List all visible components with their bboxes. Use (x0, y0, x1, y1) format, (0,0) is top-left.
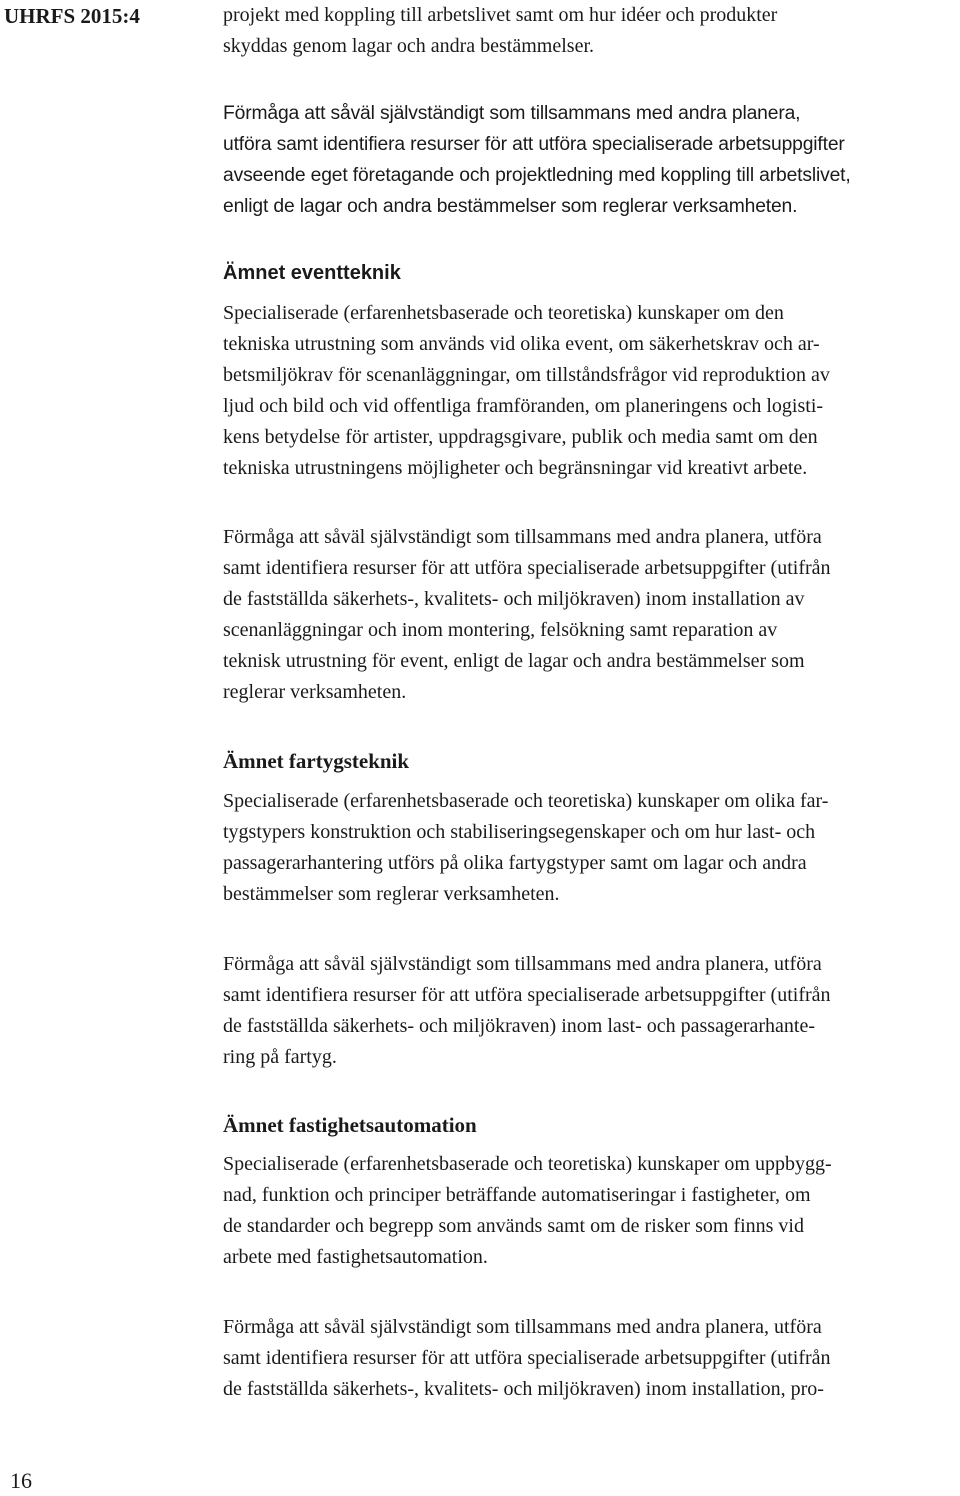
text-line: Specialiserade (erfarenhetsbaserade och teoretiska) kunskaper om uppbygg- (223, 1153, 832, 1175)
heading-eventteknik: Ämnet eventteknik (223, 262, 401, 284)
text-line: Förmåga att såväl självständigt som tillsammans med andra planera, utföra (223, 1316, 822, 1338)
series-label: UHRFS 2015:4 (4, 4, 140, 28)
intro-paragraph (223, 0, 958, 62)
text-line: utföra samt identifiera resurser för att utföra specialiserade arbetsuppgifter (223, 134, 845, 155)
page-number: 16 (10, 1468, 32, 1493)
ability-paragraph-fartygsteknik (223, 949, 958, 1073)
text-line: skyddas genom lagar och andra bestämmelser. (223, 35, 594, 57)
text-line: ljud och bild och vid offentliga framföranden, om planeringens och logisti- (223, 395, 824, 417)
text-line: scenanläggningar och inom montering, felsökning samt reparation av (223, 619, 778, 641)
ability-paragraph-eventteknik (223, 522, 958, 708)
knowledge-paragraph-fartygsteknik (223, 786, 958, 910)
text-line: de fastställda säkerhets- och miljökraven) inom last- och passagerarhante- (223, 1015, 816, 1037)
text-line: de fastställda säkerhets-, kvalitets- och miljökraven) inom installation, pro- (223, 1378, 824, 1400)
text-line: Förmåga att såväl självständigt som tillsammans med andra planera, utföra (223, 953, 822, 975)
text-line: kens betydelse för artister, uppdragsgivare, publik och media samt om den (223, 426, 818, 448)
text-line: arbete med fastighetsautomation. (223, 1246, 488, 1268)
knowledge-paragraph-eventteknik (223, 298, 958, 484)
text-line: betsmiljökrav för scenanläggningar, om tillståndsfrågor vid reproduktion av (223, 364, 830, 386)
text-line: tygstypers konstruktion och stabiliseringsegenskaper och om hur last- och (223, 821, 816, 843)
knowledge-paragraph-fastighetsautomation (223, 1149, 958, 1273)
text-line: Specialiserade (erfarenhetsbaserade och teoretiska) kunskaper om den (223, 302, 784, 324)
text-line: de standarder och begrepp som används samt om de risker som finns vid (223, 1215, 804, 1237)
text-line: tekniska utrustning som används vid olika event, om säkerhetskrav och ar- (223, 333, 820, 355)
text-line: projekt med koppling till arbetslivet samt om hur idéer och produkter (223, 4, 778, 26)
text-line: avseende eget företagande och projektledning med koppling till arbetslivet, (223, 165, 851, 186)
text-line: Förmåga att såväl självständigt som tillsammans med andra planera, (223, 103, 801, 124)
heading-fastighetsautomation: Ämnet fastighetsautomation (223, 1113, 477, 1137)
text-line: ring på fartyg. (223, 1046, 337, 1068)
text-line: samt identifiera resurser för att utföra specialiserade arbetsuppgifter (utifrån (223, 557, 831, 579)
text-line: reglerar verksamheten. (223, 681, 407, 703)
text-line: teknisk utrustning för event, enligt de lagar och andra bestämmelser som (223, 650, 805, 672)
text-line: tekniska utrustningens möjligheter och begränsningar vid kreativt arbete. (223, 457, 808, 479)
ability-paragraph-entrepreneurship (223, 98, 958, 222)
text-line: bestämmelser som reglerar verksamheten. (223, 883, 560, 905)
text-line: samt identifiera resurser för att utföra specialiserade arbetsuppgifter (utifrån (223, 984, 831, 1006)
text-line: de fastställda säkerhets-, kvalitets- och miljökraven) inom installation av (223, 588, 805, 610)
text-line: passagerarhantering utförs på olika fartygstyper samt om lagar och andra (223, 852, 807, 874)
text-line: enligt de lagar och andra bestämmelser som reglerar verksamheten. (223, 196, 798, 217)
text-line: Specialiserade (erfarenhetsbaserade och teoretiska) kunskaper om olika far- (223, 790, 829, 812)
text-line: nad, funktion och principer beträffande automatiseringar i fastigheter, om (223, 1184, 811, 1206)
ability-paragraph-fastighetsautomation (223, 1312, 958, 1405)
heading-fartygsteknik: Ämnet fartygsteknik (223, 749, 410, 773)
text-line: samt identifiera resurser för att utföra specialiserade arbetsuppgifter (utifrån (223, 1347, 831, 1369)
text-line: Förmåga att såväl självständigt som tillsammans med andra planera, utföra (223, 526, 822, 548)
